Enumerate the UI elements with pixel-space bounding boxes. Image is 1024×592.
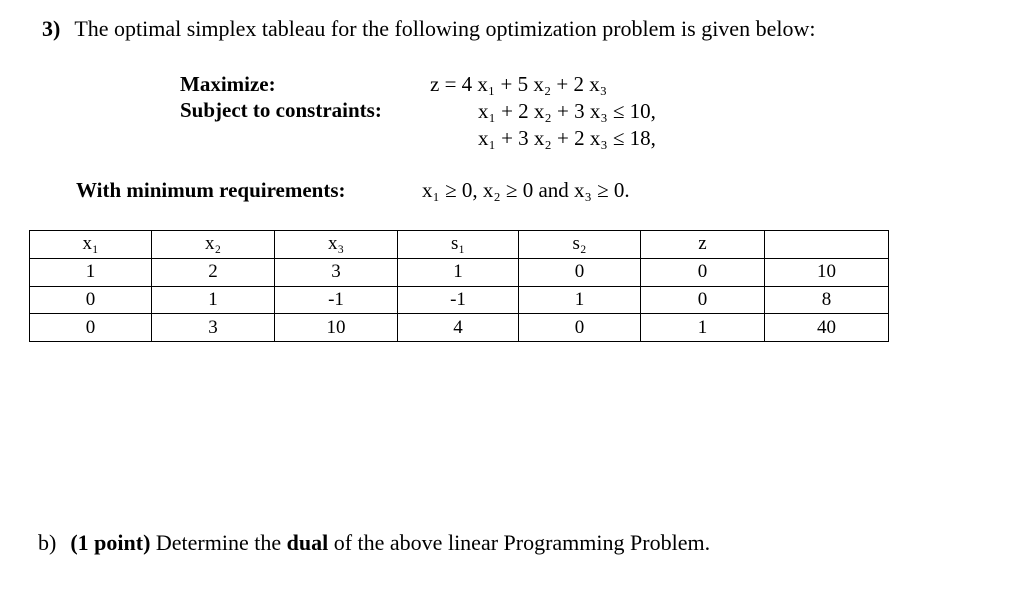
table-cell: 40 [765,314,889,342]
part-b-text-before: Determine the [150,530,287,555]
table-cell: 8 [765,286,889,314]
table-row [30,258,889,286]
minimum-requirements-label: With minimum requirements: [76,178,346,202]
table-cell: 4 [398,314,519,342]
table-row [30,314,889,342]
constraints-label: Subject to constraints: [180,98,382,122]
header-cell [765,231,889,259]
header-cell: x₃ [275,231,398,259]
table-cell: 1 [641,314,765,342]
table-cell: 0 [519,258,641,286]
table-cell: 1 [30,258,152,286]
objective-function: z = 4 x₁ + 5 x₂ + 2 x₃ [430,72,608,96]
table-cell: 0 [641,286,765,314]
header-cell: s₂ [519,231,641,259]
question-text: The optimal simplex tableau for the following optimization problem is given below: [74,16,816,41]
question-number: 3) [42,16,61,41]
constraint-2: x₁ + 3 x₂ + 2 x₃ ≤ 18, [478,126,656,150]
question-heading [42,16,815,42]
table-cell: -1 [398,286,519,314]
nonnegativity-constraints: x₁ ≥ 0, x₂ ≥ 0 and x₃ ≥ 0. [422,178,630,202]
table-cell: 1 [152,286,275,314]
table-cell: 3 [152,314,275,342]
part-b-dual-word: dual [286,530,329,555]
table-cell: 1 [519,286,641,314]
table-cell: 10 [765,258,889,286]
table-cell: 0 [30,286,152,314]
tableau-header-row [30,231,889,259]
part-b-points: (1 point) [70,530,151,555]
maximize-label: Maximize: [180,72,276,96]
table-cell: 1 [398,258,519,286]
header-cell: x₂ [152,231,275,259]
table-cell: -1 [275,286,398,314]
part-b-label: b) [38,530,57,555]
part-b-text-after: of the above linear Programming Problem. [328,530,711,555]
table-cell: 2 [152,258,275,286]
part-b-question [38,530,710,556]
constraint-1: x₁ + 2 x₂ + 3 x₃ ≤ 10, [478,99,656,123]
simplex-tableau [29,230,889,342]
header-cell: x₁ [30,231,152,259]
table-cell: 0 [641,258,765,286]
table-cell: 0 [519,314,641,342]
table-cell: 0 [30,314,152,342]
table-cell: 10 [275,314,398,342]
table-cell: 3 [275,258,398,286]
header-cell: z [641,231,765,259]
header-cell: s₁ [398,231,519,259]
table-row [30,286,889,314]
